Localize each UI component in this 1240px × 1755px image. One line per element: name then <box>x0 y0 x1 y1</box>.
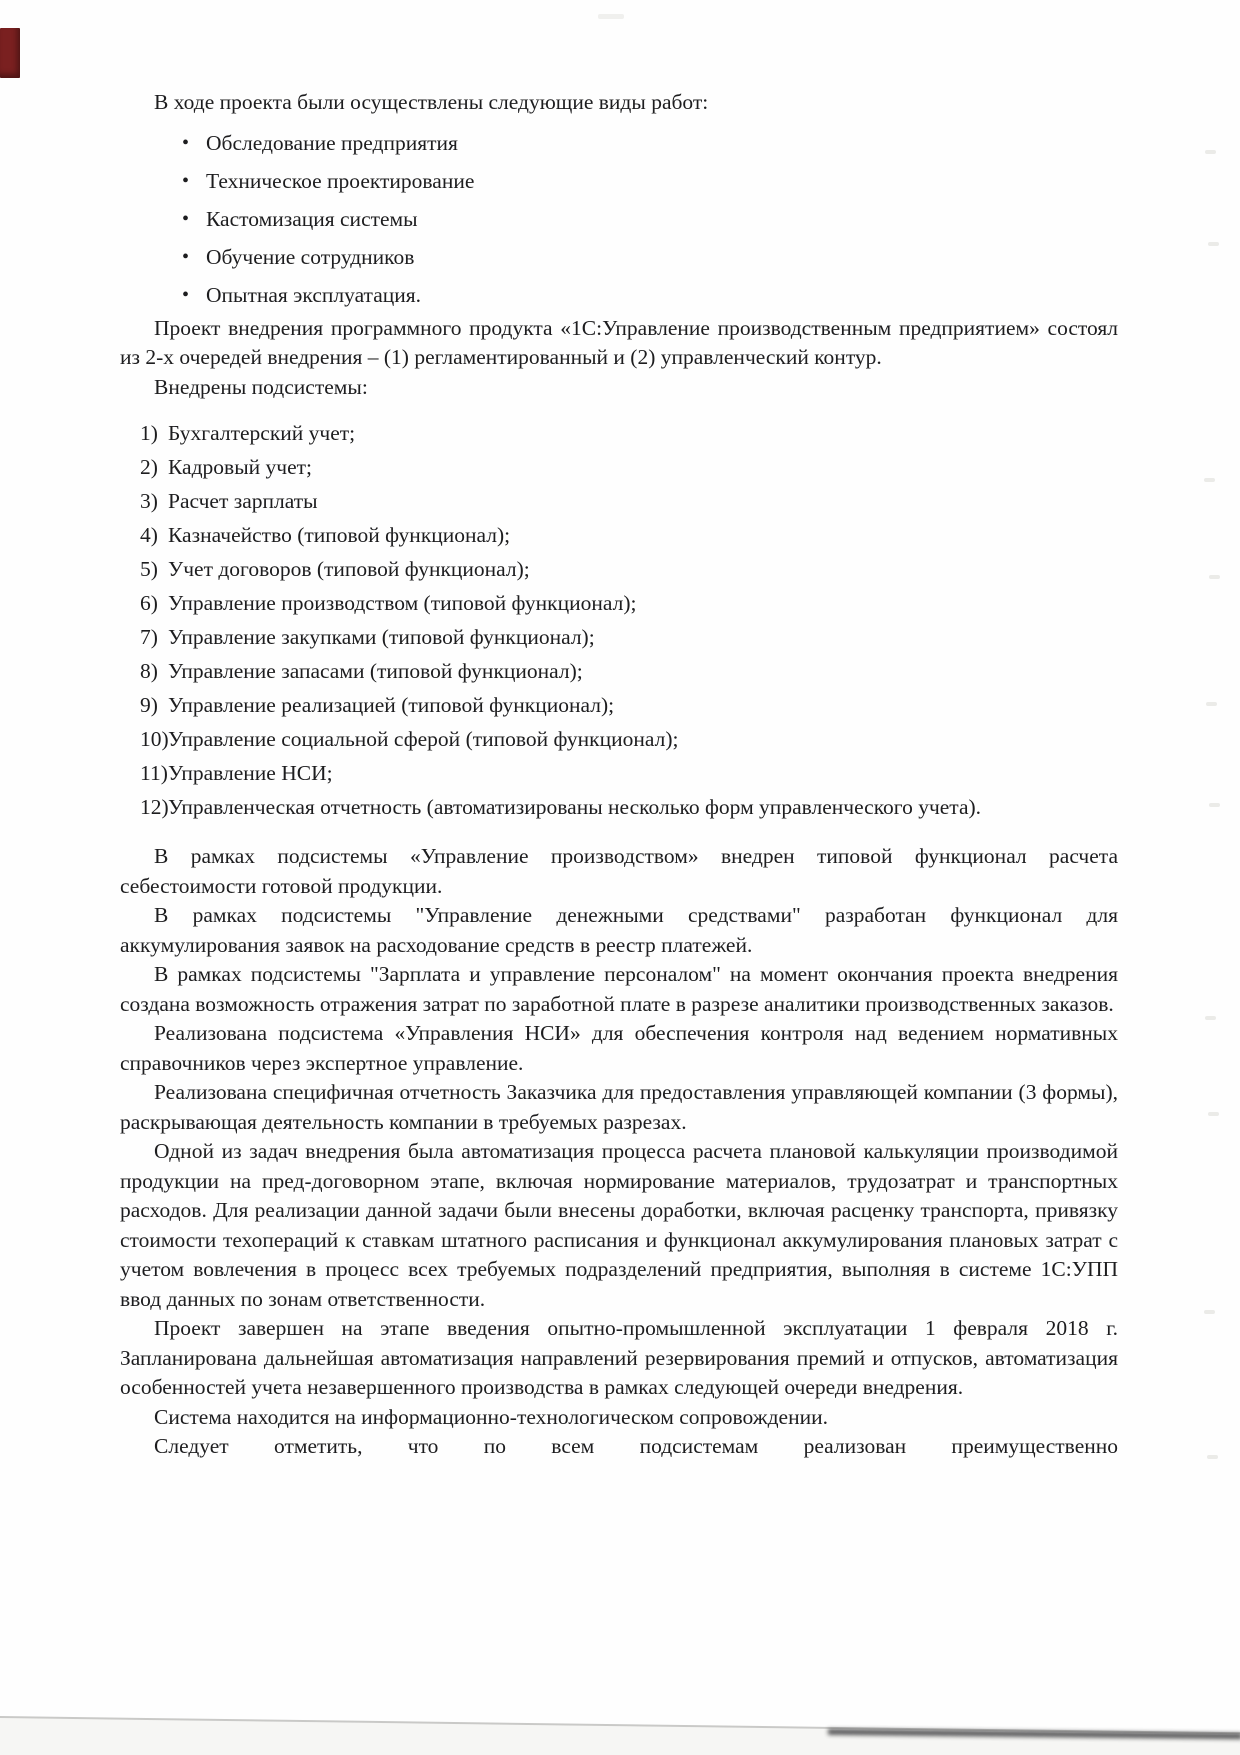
list-item-number: 9) <box>140 693 158 717</box>
list-item <box>120 276 1118 314</box>
list-item-number: 3) <box>140 489 158 513</box>
paragraph: Реализована подсистема «Управления НСИ» для обеспечения контроля над ведением нормативных справочников через экспертное управление. <box>120 1021 1118 1075</box>
list-item-label: Управленческая отчетность (автоматизированы несколько форм управленческого учета). <box>168 795 982 819</box>
scan-artifact-speck <box>1209 575 1220 579</box>
list-item <box>120 484 1118 518</box>
scan-artifact-speck <box>1204 1310 1215 1314</box>
list-item <box>120 416 1118 450</box>
paragraph: В рамках подсистемы «Управление производством» внедрен типовой функционал расчета себестоимости готовой продукции. <box>120 844 1118 898</box>
scan-artifact-corner-mark <box>0 28 20 78</box>
list-item-label: Техническое проектирование <box>206 168 475 193</box>
list-item <box>120 688 1118 722</box>
list-item-label: Управление реализацией (типовой функционал); <box>168 693 615 717</box>
list-item <box>120 450 1118 484</box>
paragraph: Реализована специфичная отчетность Заказчика для предоставления управляющей компании (3 формы), раскрывающая деятельность компании в требуемых разрезах. <box>120 1080 1118 1134</box>
scan-artifact-speck <box>1205 1016 1216 1020</box>
list-item <box>120 552 1118 586</box>
scan-artifact-speck <box>1209 803 1220 807</box>
list-item-label: Управление запасами (типовой функционал); <box>168 659 583 683</box>
subsystems-heading: Внедрены подсистемы: <box>154 374 368 399</box>
paragraph: В рамках подсистемы "Управление денежными средствами" разработан функционал для аккумулирования заявок на расходование средств в реестр платежей. <box>120 903 1118 957</box>
list-item-label: Кадровый учет; <box>168 455 312 479</box>
list-item-label: Управление закупками (типовой функционал); <box>168 625 595 649</box>
list-item <box>120 162 1118 200</box>
list-item <box>120 238 1118 276</box>
scan-artifact-speck <box>1205 150 1216 154</box>
scan-artifact-speck <box>1208 242 1219 246</box>
list-item <box>120 620 1118 654</box>
subsystems-list <box>120 416 1118 824</box>
bullet-icon: • <box>182 245 190 268</box>
scan-artifact-speck <box>598 14 624 19</box>
scan-artifact-speck <box>1208 1112 1219 1116</box>
list-item-label: Обследование предприятия <box>206 130 458 155</box>
list-item-number: 6) <box>140 591 158 615</box>
paragraph-continued: Следует отметить, что по всем подсистемам реализован преимущественно <box>154 1434 1118 1458</box>
list-item-number: 4) <box>140 523 158 547</box>
list-item-number: 1) <box>140 421 158 445</box>
list-item-label: Расчет зарплаты <box>168 489 318 513</box>
list-item-label: Управление социальной сферой (типовой функционал); <box>168 727 679 751</box>
work-types-list <box>120 124 1118 314</box>
project-paragraph: Проект внедрения программного продукта «1С:Управление производственным предприятием» состоял из 2-х очередей внедрения – (1) регламентированный и (2) управленческий контур. <box>120 315 1118 369</box>
paragraph: Проект завершен на этапе введения опытно-промышленной эксплуатации 1 февраля 2018 г. Запланирована дальнейшая автоматизация направлений резервирования премий и отпусков, автоматизация особенностей учета незавершенного производства в рамках следующей очереди внедрения. <box>120 1316 1118 1399</box>
paragraph: Одной из задач внедрения была автоматизация процесса расчета плановой калькуляции производимой продукции на пред-договорном этапе, включая нормирование материалов, трудозатрат и транспортных расходов. Для реализации данной задачи были внесены доработки, включая расценку транспорта, привязку стоимости техопераций к ставкам штатного расписания и функционал аккумулирования плановых затрат с учетом вовлечения в процесс всех требуемых подразделений предприятия, выполняя в системе 1С:УПП ввод данных по зонам ответственности. <box>120 1139 1118 1311</box>
document-content <box>120 88 1118 1462</box>
scan-artifact-speck <box>1204 478 1215 482</box>
list-item-label: Кастомизация системы <box>206 206 418 231</box>
list-item <box>120 124 1118 162</box>
paragraph: Система находится на информационно-технологическом сопровождении. <box>154 1404 828 1429</box>
list-item-label: Бухгалтерский учет; <box>168 421 356 445</box>
scan-artifact-speck <box>1206 702 1217 706</box>
list-item <box>120 790 1118 824</box>
list-item <box>120 200 1118 238</box>
list-item-number: 7) <box>140 625 158 649</box>
list-item-number: 12) <box>140 795 169 819</box>
list-item-number: 11) <box>140 761 168 785</box>
list-item-number: 8) <box>140 659 158 683</box>
paragraph: В рамках подсистемы "Зарплата и управление персоналом" на момент окончания проекта внедрения создана возможность отражения затрат по заработной плате в разрезе аналитики производственных заказов. <box>120 962 1118 1016</box>
list-item-number: 2) <box>140 455 158 479</box>
list-item <box>120 722 1118 756</box>
list-item <box>120 756 1118 790</box>
list-item-label: Управление НСИ; <box>168 761 333 785</box>
list-item <box>120 586 1118 620</box>
list-item-label: Обучение сотрудников <box>206 244 415 269</box>
body-paragraphs <box>120 842 1118 1462</box>
list-item-label: Управление производством (типовой функционал); <box>168 591 637 615</box>
intro-line: В ходе проекта были осуществлены следующие виды работ: <box>154 90 709 114</box>
bullet-icon: • <box>182 207 190 230</box>
list-item-label: Опытная эксплуатация. <box>206 282 422 307</box>
list-item-label: Учет договоров (типовой функционал); <box>168 557 530 581</box>
list-item <box>120 518 1118 552</box>
bullet-icon: • <box>182 283 190 306</box>
list-item-number: 10) <box>140 727 169 751</box>
bullet-icon: • <box>182 169 190 192</box>
scan-artifact-speck <box>1207 1455 1218 1459</box>
bullet-icon: • <box>182 131 190 154</box>
list-item <box>120 654 1118 688</box>
list-item-label: Казначейство (типовой функционал); <box>168 523 511 547</box>
list-item-number: 5) <box>140 557 158 581</box>
